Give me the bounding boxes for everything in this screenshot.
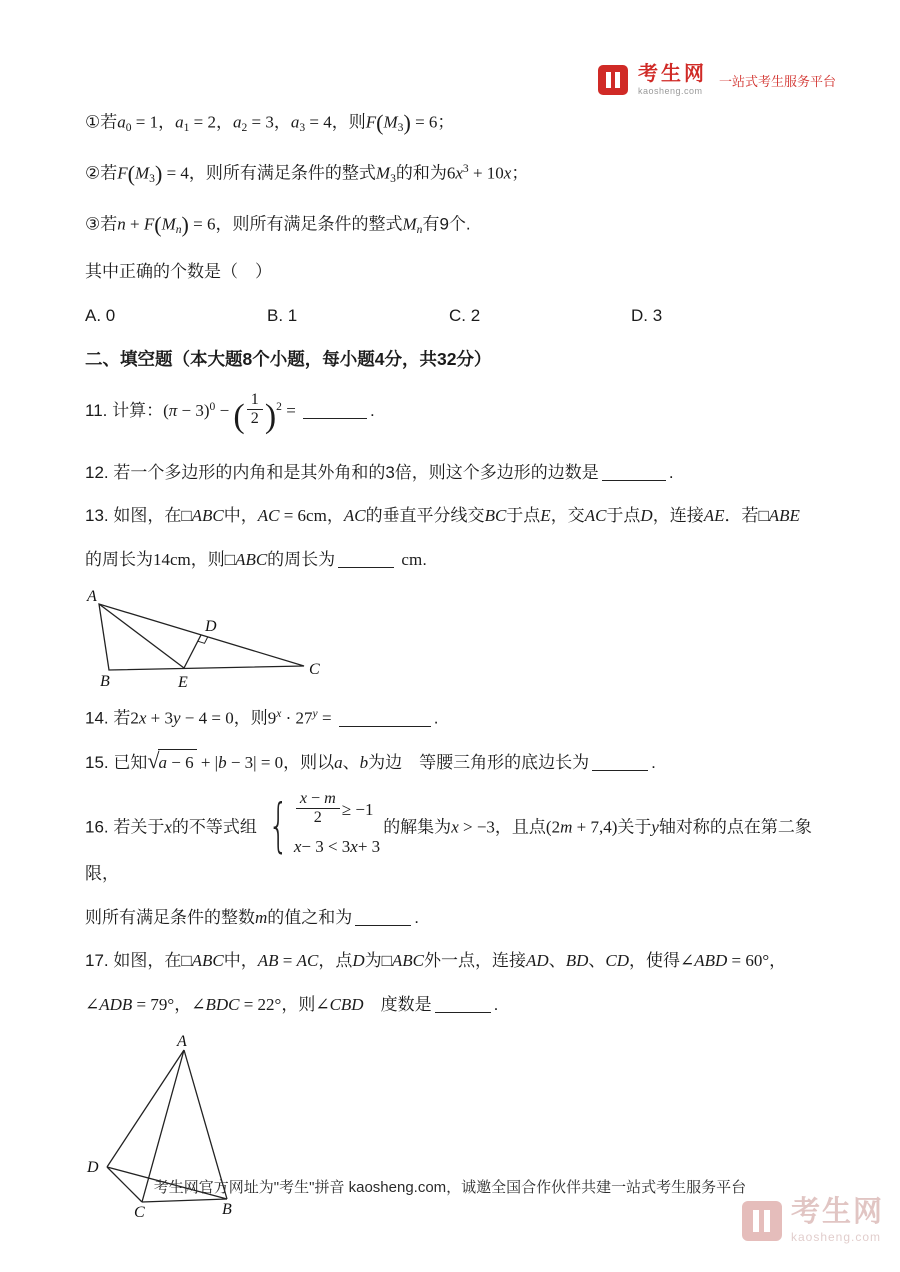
- text-segment: b: [359, 753, 369, 773]
- text-segment: (: [154, 212, 162, 238]
- text-segment: .: [414, 907, 420, 927]
- vertex-label-e: E: [178, 674, 188, 691]
- text-segment: · 27: [281, 708, 313, 728]
- text-segment: ABC: [235, 549, 268, 569]
- text-segment: 的周长为: [267, 549, 336, 569]
- text-segment: ABC: [391, 951, 425, 971]
- text-segment: M: [135, 163, 150, 183]
- text-segment: ，: [216, 112, 233, 132]
- text-segment: 14. 若: [85, 708, 131, 728]
- vertex-label-a: A: [87, 590, 97, 606]
- text-segment: ，则所有满足条件的整式: [188, 163, 376, 183]
- text-segment: cm: [397, 549, 423, 569]
- text-segment: CBD: [329, 994, 364, 1014]
- text-segment: 的垂直平分线交: [365, 506, 485, 526]
- text-segment: ，则以: [283, 753, 335, 773]
- text-segment: = 2: [189, 112, 216, 132]
- text-segment: .: [370, 400, 375, 420]
- text-segment: ADB: [99, 994, 133, 1014]
- footer-text: 考生网官方网址为"考生"拼音 kaosheng.com，诚邀全国合作伙伴共建一站式考生服务平台: [153, 1179, 747, 1196]
- text-segment: + 7,4): [572, 816, 618, 836]
- segment-de: [184, 635, 201, 668]
- text-segment: 其中正确的个数是（ ）: [85, 262, 272, 282]
- vertex-label-a: A: [177, 1035, 187, 1051]
- text-segment: ，则: [331, 112, 366, 132]
- text-segment: 为□: [364, 951, 392, 971]
- text-segment: AE: [703, 506, 725, 526]
- text-segment: M: [383, 112, 398, 132]
- text-segment: ABD: [694, 951, 728, 971]
- question-13-block: [85, 503, 830, 572]
- text-segment: n: [175, 223, 182, 237]
- text-segment: ，连接: [652, 506, 704, 526]
- text-segment: − 6: [167, 753, 194, 773]
- text-segment: ): [264, 397, 277, 435]
- figure-question-13: [85, 590, 830, 695]
- text-segment: −: [215, 400, 234, 420]
- text-segment: ；: [437, 112, 455, 132]
- text-segment: 6: [446, 163, 456, 183]
- watermark-logo: [742, 1198, 884, 1243]
- text-segment: ，: [273, 112, 291, 132]
- text-segment: ，则所有满足条件的整式: [215, 214, 403, 234]
- text-segment: D: [352, 951, 365, 971]
- segment-ad: [107, 1050, 184, 1167]
- question-11: [85, 391, 830, 442]
- text-segment: AC: [584, 506, 607, 526]
- text-segment: + 10: [468, 163, 504, 183]
- question-12: [85, 460, 830, 486]
- text-segment: = 60°: [727, 951, 770, 971]
- text-segment: 、: [548, 951, 566, 971]
- inequality-system: [260, 789, 381, 860]
- text-segment: a: [334, 753, 343, 773]
- text-segment: =: [278, 951, 297, 971]
- text-segment: ABC: [191, 951, 224, 971]
- text-segment: x: [138, 708, 147, 728]
- text-segment: π: [168, 400, 178, 420]
- vertex-label-d: D: [87, 1159, 99, 1177]
- answer-blank: [338, 550, 394, 568]
- question-13-line-2: [85, 547, 830, 573]
- text-segment: =: [281, 400, 301, 420]
- text-segment: = 79°: [132, 994, 175, 1014]
- text-segment: a: [175, 112, 184, 132]
- text-segment: BC: [484, 506, 507, 526]
- text-segment: 3: [462, 162, 469, 176]
- question-15: [85, 749, 830, 776]
- brand-name: 考生网: [637, 63, 707, 85]
- text-segment: .: [422, 549, 427, 569]
- text-segment: (: [163, 400, 169, 420]
- text-segment: BD: [565, 951, 589, 971]
- text-segment: 的和为: [395, 163, 447, 183]
- text-segment: 关于: [617, 816, 652, 836]
- text-segment: = 1: [131, 112, 159, 132]
- text-segment: ∠: [679, 951, 695, 971]
- text-segment: AD: [526, 951, 549, 971]
- vertex-label-b: B: [100, 673, 110, 691]
- text-segment: .: [433, 708, 439, 728]
- question-16-block: [85, 789, 830, 931]
- vertex-label-d: D: [205, 618, 217, 636]
- text-segment: x: [451, 816, 459, 836]
- text-segment: 度数是: [363, 994, 432, 1014]
- text-segment: 2: [241, 120, 248, 134]
- text-segment: ，: [158, 112, 176, 132]
- text-segment: +: [125, 214, 144, 234]
- text-segment: x: [455, 163, 463, 183]
- vertex-label-b: B: [222, 1201, 232, 1219]
- vertex-label-c: C: [134, 1204, 145, 1221]
- text-segment: a: [290, 112, 300, 132]
- text-segment: = 3: [247, 112, 274, 132]
- text-segment: = 6cm: [279, 506, 327, 526]
- text-segment: F: [365, 112, 377, 132]
- text-segment: 于点: [506, 506, 541, 526]
- text-segment: n: [117, 214, 126, 234]
- brand-names: [638, 64, 707, 96]
- text-segment: 17. 如图，在□: [85, 951, 192, 971]
- text-segment: D. 3: [631, 305, 663, 325]
- text-segment: 的周长为: [85, 549, 153, 569]
- text-segment: x: [350, 836, 358, 856]
- text-segment: ∠: [315, 994, 330, 1014]
- text-segment: (: [233, 397, 245, 435]
- text-segment: − 3 < 3: [301, 836, 351, 856]
- text-segment: AB: [257, 951, 279, 971]
- text-segment: x: [299, 789, 307, 807]
- statement-2: [85, 157, 830, 190]
- text-segment: ∠: [85, 994, 100, 1014]
- system-row: [294, 789, 374, 829]
- text-segment: 二、填空题（本大题8个小题，每小题4分，共32分）: [85, 349, 492, 370]
- text-segment: 3: [390, 171, 396, 185]
- text-segment: 、: [588, 951, 606, 971]
- text-segment: = 4: [305, 112, 332, 132]
- question-12-block: [85, 460, 830, 486]
- text-segment: ABC: [191, 506, 224, 526]
- text-segment: y: [173, 708, 181, 728]
- text-segment: ): [403, 110, 411, 135]
- answer-blank: [355, 908, 411, 926]
- fraction-denominator: [310, 809, 326, 827]
- question-14: [85, 705, 830, 731]
- answer-blank: [339, 709, 431, 727]
- text-segment: 的解集为: [383, 816, 452, 836]
- text-segment: 16. 若关于: [85, 816, 165, 836]
- triangle-abc-outline: [99, 604, 304, 670]
- text-segment: = 6: [410, 112, 438, 132]
- text-segment: y: [312, 707, 318, 721]
- text-segment: AC: [296, 951, 319, 971]
- segment-cb: [142, 1199, 227, 1202]
- text-segment: y: [651, 816, 659, 836]
- text-segment: 有9个.: [422, 214, 471, 234]
- text-segment: 中，: [223, 506, 258, 526]
- watermark-brand: 考生网: [790, 1196, 884, 1228]
- text-segment: a: [117, 112, 126, 132]
- text-segment: ．若□: [724, 506, 769, 526]
- text-segment: 于点: [606, 506, 641, 526]
- answer-blank: [435, 995, 491, 1013]
- text-segment: 中，: [223, 951, 258, 971]
- text-segment: AC: [343, 506, 366, 526]
- page-footer: [0, 1176, 900, 1197]
- text-segment: D: [640, 506, 653, 526]
- text-segment: b: [218, 753, 227, 773]
- text-segment: 14cm: [153, 549, 191, 569]
- section-title: [85, 346, 830, 372]
- text-segment: = 4: [162, 163, 189, 183]
- text-segment: > −3: [458, 816, 495, 836]
- text-segment: ABE: [768, 506, 800, 526]
- text-segment: ，则: [233, 708, 268, 728]
- text-segment: = 22°: [239, 994, 282, 1014]
- statement-3: [85, 208, 830, 241]
- fraction: [296, 790, 340, 827]
- text-segment: 为边 等腰三角形的底边长为: [368, 753, 590, 773]
- brand-domain-text: kaosheng.com: [637, 86, 703, 96]
- text-segment: 2: [130, 708, 139, 728]
- text-segment: 13. 如图，在□: [85, 506, 192, 526]
- text-segment: 0: [209, 399, 216, 413]
- text-segment: F: [143, 214, 155, 234]
- text-segment: ②若: [85, 163, 118, 183]
- question-17-block: [85, 948, 830, 1017]
- text-segment: BDC: [205, 994, 240, 1014]
- text-segment: 的不等式组: [171, 816, 257, 836]
- text-segment: M: [375, 163, 391, 183]
- answer-blank: [602, 463, 666, 481]
- text-segment: ①若: [85, 112, 118, 132]
- kaosheng-logo-icon: [598, 65, 628, 95]
- text-segment: ，交: [550, 506, 585, 526]
- text-segment: M: [161, 214, 176, 234]
- text-segment: ，点: [318, 951, 353, 971]
- text-segment: − 4 = 0: [180, 708, 234, 728]
- text-segment: 1: [183, 120, 190, 134]
- fraction-numerator: [247, 391, 263, 410]
- text-segment: a: [233, 112, 242, 132]
- text-segment: .: [493, 994, 499, 1014]
- segment-ae: [99, 604, 184, 668]
- text-segment: m: [324, 789, 336, 807]
- vertex-label-c: C: [309, 661, 320, 679]
- radicand: [158, 749, 197, 776]
- text-segment: C. 2: [449, 305, 481, 325]
- text-segment: (2: [545, 816, 561, 836]
- text-segment: ): [154, 161, 163, 187]
- system-brace: {: [268, 791, 289, 860]
- question-17-line-1: [85, 948, 830, 974]
- text-segment: 2: [250, 409, 259, 427]
- question-15-block: [85, 749, 830, 776]
- radical-sign: √: [147, 748, 160, 774]
- answer-blank: [303, 401, 367, 419]
- text-segment: 、: [342, 753, 360, 773]
- text-segment: 轴对称的点在第二象限，: [85, 816, 812, 884]
- text-segment: −: [306, 789, 325, 807]
- text-segment: A. 0: [85, 305, 116, 325]
- text-segment: ，且点: [494, 816, 546, 836]
- statements-block: [85, 106, 830, 285]
- text-segment: + |: [196, 753, 219, 773]
- text-segment: B. 1: [267, 305, 298, 325]
- text-segment: 3: [149, 171, 155, 185]
- text-segment: = 6: [188, 214, 216, 234]
- text-segment: =: [317, 708, 336, 728]
- text-segment: E: [540, 506, 551, 526]
- text-segment: .: [668, 462, 674, 482]
- answer-blank: [592, 753, 648, 771]
- question-17-line-2: [85, 992, 830, 1018]
- text-segment: 3: [397, 120, 404, 134]
- question-prompt: [85, 259, 830, 285]
- text-segment: ，使得: [628, 951, 680, 971]
- watermark-kaosheng-icon: [742, 1201, 782, 1241]
- text-segment: 则所有满足条件的整数: [85, 907, 255, 927]
- text-segment: 15. 已知: [85, 753, 148, 773]
- text-segment: 9: [267, 708, 277, 728]
- section-title-block: [85, 346, 830, 372]
- text-segment: F: [117, 163, 128, 183]
- text-segment: AC: [257, 506, 280, 526]
- text-segment: 2: [276, 399, 282, 413]
- triangle-figure-13: [85, 590, 327, 690]
- options-row: [85, 303, 830, 329]
- text-segment: ，则□: [190, 549, 236, 569]
- fraction-numerator: [296, 790, 340, 809]
- text-segment: a: [158, 753, 167, 773]
- fraction-denominator: [247, 410, 263, 428]
- system-row: [294, 834, 380, 860]
- text-segment: ，: [326, 506, 344, 526]
- text-segment: 外一点，连接: [424, 951, 527, 971]
- text-segment: (: [376, 110, 384, 135]
- text-segment: − 3| = 0: [226, 753, 284, 773]
- text-segment: ∠: [191, 994, 206, 1014]
- text-segment: 11. 计算：: [85, 400, 164, 420]
- system-rows: [293, 789, 381, 860]
- text-segment: x: [164, 816, 172, 836]
- question-16-line-1: [85, 789, 830, 887]
- text-segment: ，: [769, 951, 787, 971]
- question-16-line-2: [85, 905, 830, 931]
- text-segment: ，则: [281, 994, 316, 1014]
- text-segment: n: [416, 223, 423, 237]
- text-segment: 3: [299, 120, 306, 134]
- statement-1: [85, 106, 830, 139]
- text-segment: m: [560, 816, 573, 836]
- brand-tagline: 一站式考生服务平台: [718, 73, 836, 89]
- text-segment: + 3: [146, 708, 173, 728]
- text-segment: ，: [174, 994, 192, 1014]
- fraction: [247, 391, 263, 428]
- text-segment: − 3): [177, 400, 210, 420]
- text-segment: M: [402, 214, 417, 234]
- square-root: [147, 749, 196, 776]
- text-segment: .: [651, 753, 656, 773]
- text-segment: ): [181, 212, 189, 238]
- text-segment: ③若: [85, 214, 118, 234]
- text-segment: 2: [313, 808, 322, 826]
- text-segment: 12. 若一个多边形的内角和是其外角和的3倍，则这个多边形的边数是: [85, 462, 599, 482]
- question-13-line-1: [85, 503, 830, 529]
- watermark-domain: kaosheng.com: [790, 1230, 882, 1244]
- text-segment: 的值之和为: [267, 907, 353, 927]
- text-segment: ≥ −1: [341, 800, 374, 820]
- text-segment: 1: [250, 390, 259, 408]
- question-14-block: [85, 705, 830, 731]
- text-segment: m: [255, 907, 268, 927]
- text-segment: x: [503, 163, 512, 183]
- paper-content: [85, 106, 830, 1235]
- question-11-block: [85, 391, 830, 442]
- text-segment: x: [293, 836, 302, 856]
- text-segment: + 3: [357, 836, 381, 856]
- text-segment: (: [127, 161, 135, 187]
- text-segment: ；: [511, 163, 529, 183]
- brand-header: [598, 64, 836, 96]
- text-segment: x: [276, 707, 282, 721]
- text-segment: CD: [605, 951, 629, 971]
- options-block: [85, 303, 830, 329]
- text-segment: 0: [125, 120, 132, 134]
